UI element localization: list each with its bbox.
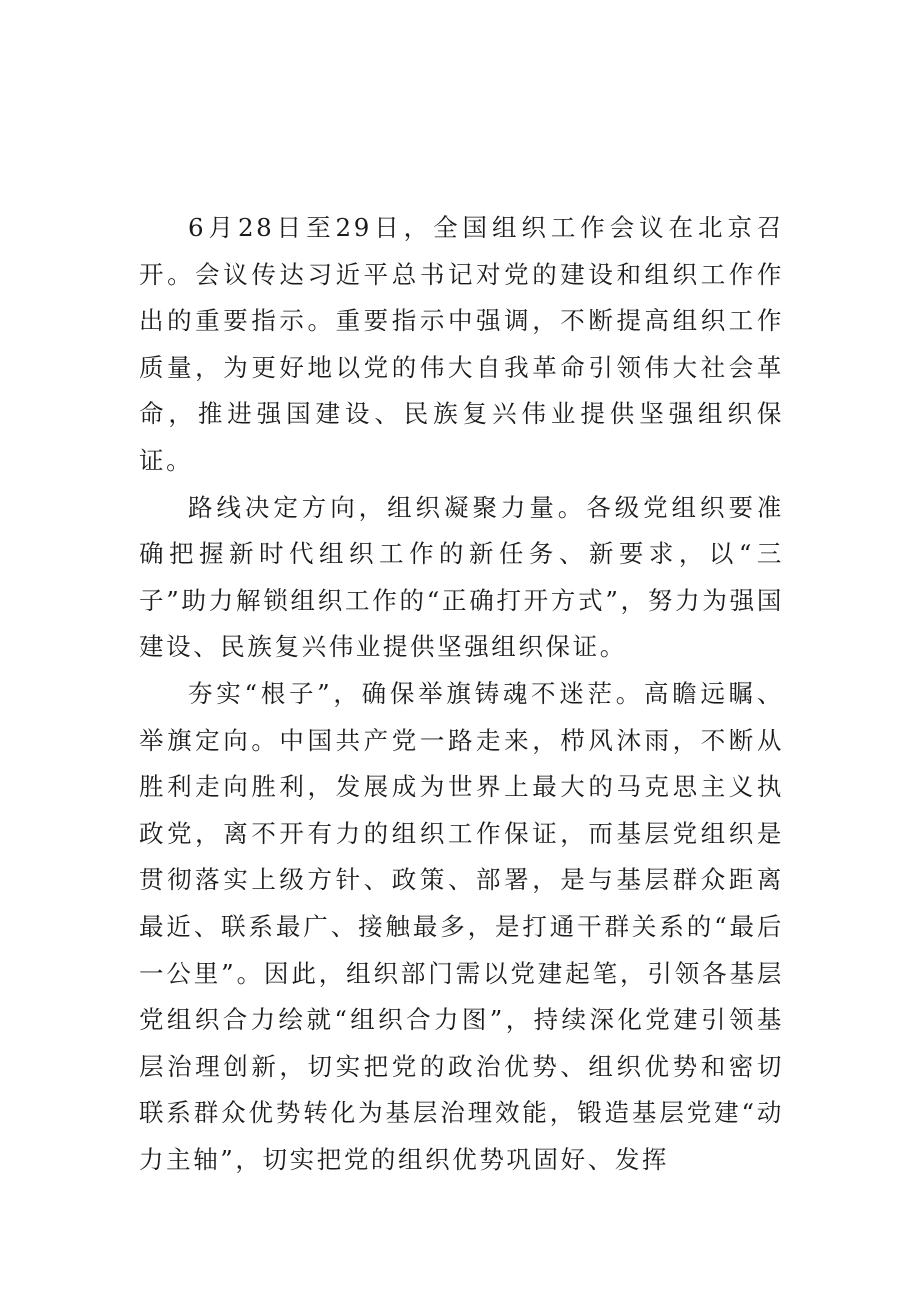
paragraph-meeting-summary: 6月28日至29日，全国组织工作会议在北京召开。会议传达习近平总书记对党的建设和组织工作作出的重要指示。重要指示中强调，不断提高组织工作质量，为更好地以党的伟大自我革命引领伟大社会革命，推进强国建设、民族复兴伟业提供坚强组织保证。 (139, 213, 784, 475)
paragraph-consolidate-roots: 夯实“根子”，确保举旗铸魂不迷茫。高瞻远瞩、举旗定向。中国共产党一路走来，栉风沐雨，不断从胜利走向胜利，发展成为世界上最大的马克思主义执政党，离不开有力的组织工作保证，而基层党组织是贯彻落实上级方针、政策、部署，是与基层群众距离最近、联系最广、接触最多，是打通干群关系的“最后一公里”。因此，组织部门需以党建起笔，引领各基层党组织合力绘就“组织合力图”，持续深化党建引领基层治理创新，切实把党的政治优势、组织优势和密切联系群众优势转化为基层治理效能，锻造基层党建“动力主轴”，切实把党的组织优势巩固好、发挥 (139, 678, 784, 1174)
paragraph-organization-direction: 路线决定方向，组织凝聚力量。各级党组织要准确把握新时代组织工作的新任务、新要求，以“三子”助力解锁组织工作的“正确打开方式”，努力为强国建设、民族复兴伟业提供坚强组织保证。 (139, 492, 784, 662)
document-body (139, 205, 784, 1183)
